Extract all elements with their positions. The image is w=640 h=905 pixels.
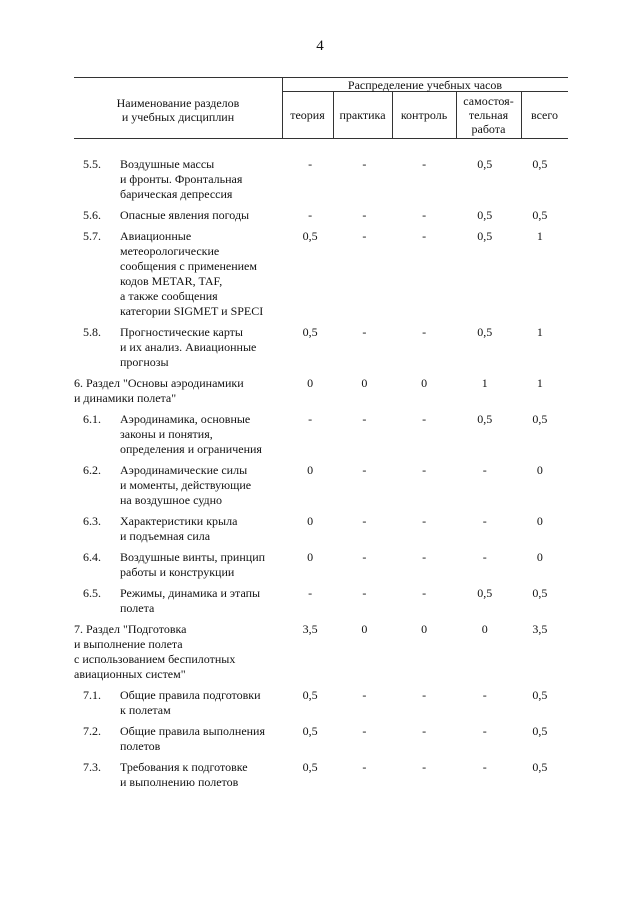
hours-cell: 0,5 <box>532 724 548 738</box>
hours-cell: 1 <box>536 229 543 243</box>
hours-cell: - <box>362 514 367 528</box>
row-number: 6.3. <box>83 514 101 528</box>
row-title: Аэродинамика, основные законы и понятия, определения и ограничения <box>120 412 262 456</box>
hours-cell: 0,5 <box>477 325 493 339</box>
hours-cell: 0 <box>307 463 314 477</box>
hours-cell: - <box>362 760 367 774</box>
hours-cell: - <box>482 463 487 477</box>
hours-cell: 0,5 <box>477 208 493 222</box>
hours-cell: 0 <box>421 376 428 390</box>
hours-cell: 1 <box>536 325 543 339</box>
hours-cell: - <box>362 586 367 600</box>
header-bottom-rule <box>74 138 568 139</box>
hours-cell: 3,5 <box>302 622 318 636</box>
hours-cell: - <box>482 760 487 774</box>
hours-cell: - <box>308 412 313 426</box>
hours-cell: - <box>308 157 313 171</box>
hours-cell: 0,5 <box>477 229 493 243</box>
hours-cell: - <box>362 208 367 222</box>
hours-cell: - <box>482 550 487 564</box>
hours-cell: - <box>362 412 367 426</box>
row-name-cell <box>74 622 284 682</box>
section-title: 7. Раздел "Подготовка и выполнение полета с использованием беспилотных авиационных систем" <box>74 622 236 681</box>
hours-cell: 0,5 <box>477 586 493 600</box>
row-name-cell <box>74 463 284 508</box>
header-col-control: контроль <box>400 108 448 122</box>
hours-cell: 0,5 <box>532 586 548 600</box>
hours-cell: 0 <box>536 463 543 477</box>
table-row <box>74 586 566 616</box>
hours-cell: - <box>362 157 367 171</box>
row-title: Прогностические карты и их анализ. Авиационные прогнозы <box>120 325 257 369</box>
table-row <box>74 622 566 682</box>
hours-cell: 0,5 <box>532 688 548 702</box>
table-row <box>74 208 566 223</box>
header-group-title: Распределение учебных часов <box>347 78 503 92</box>
row-title: Воздушные винты, принцип работы и конструкции <box>120 550 266 579</box>
hours-cell: - <box>422 586 427 600</box>
hours-cell: 0 <box>307 550 314 564</box>
page-number: 4 <box>316 38 324 54</box>
table-row <box>74 550 566 580</box>
row-name-cell <box>74 208 284 223</box>
table-row <box>74 688 566 718</box>
hours-cell: 1 <box>536 376 543 390</box>
table-row <box>74 325 566 370</box>
table-row <box>74 376 566 406</box>
hours-cell: - <box>422 688 427 702</box>
row-number: 6.5. <box>83 586 101 600</box>
header-col-practice: практика <box>339 108 386 122</box>
header-name-column: Наименование разделов и учебных дисциплин <box>116 96 240 124</box>
hours-cell: - <box>422 463 427 477</box>
table-row <box>74 229 566 319</box>
row-name-cell <box>74 157 284 202</box>
row-name-cell <box>74 229 284 319</box>
hours-cell: 0 <box>536 550 543 564</box>
table-row <box>74 412 566 457</box>
row-title: Опасные явления погоды <box>120 208 250 222</box>
row-name-cell <box>74 760 284 790</box>
hours-cell: - <box>362 724 367 738</box>
hours-cell: 0 <box>421 622 428 636</box>
hours-cell: 0,5 <box>302 325 318 339</box>
header-col-total: всего <box>530 108 559 122</box>
row-number: 7.2. <box>83 724 101 738</box>
row-number: 6.4. <box>83 550 101 564</box>
table-body <box>74 157 566 796</box>
row-title: Режимы, динамика и этапы полета <box>120 586 261 615</box>
hours-cell: - <box>482 688 487 702</box>
hours-cell: - <box>362 463 367 477</box>
hours-cell: 0 <box>361 622 368 636</box>
table-row <box>74 514 566 544</box>
hours-cell: 0,5 <box>477 157 493 171</box>
hours-cell: - <box>422 514 427 528</box>
hours-cell: - <box>422 550 427 564</box>
hours-cell: - <box>422 325 427 339</box>
hours-cell: 0 <box>307 514 314 528</box>
row-name-cell <box>74 586 284 616</box>
row-title: Требования к подготовке и выполнению полетов <box>120 760 248 789</box>
header-col-theory: теория <box>290 108 325 122</box>
hours-cell: 3,5 <box>532 622 548 636</box>
hours-cell: - <box>362 229 367 243</box>
hours-cell: 0 <box>536 514 543 528</box>
table-row <box>74 463 566 508</box>
row-number: 5.5. <box>83 157 101 171</box>
row-title: Авиационные метеорологические сообщения с применением кодов METAR, TAF, а также сообщения категории SIGMET и SPECI <box>120 229 264 318</box>
row-name-cell <box>74 688 284 718</box>
section-title: 6. Раздел "Основы аэродинамики и динамики полета" <box>74 376 244 405</box>
hours-cell: 0 <box>361 376 368 390</box>
hours-cell: - <box>362 550 367 564</box>
hours-cell: 0,5 <box>532 760 548 774</box>
row-number: 6.2. <box>83 463 101 477</box>
row-title: Воздушные массы и фронты. Фронтальная барическая депрессия <box>120 157 243 201</box>
row-name-cell <box>74 514 284 544</box>
hours-cell: 0 <box>481 622 488 636</box>
hours-cell: - <box>482 514 487 528</box>
row-number: 5.8. <box>83 325 101 339</box>
hours-cell: - <box>362 688 367 702</box>
row-title: Общие правила выполнения полетов <box>120 724 266 753</box>
hours-cell: - <box>422 229 427 243</box>
hours-cell: 0,5 <box>302 229 318 243</box>
row-name-cell <box>74 412 284 457</box>
row-number: 6.1. <box>83 412 101 426</box>
hours-cell: - <box>422 412 427 426</box>
hours-cell: 0,5 <box>477 412 493 426</box>
table-row <box>74 157 566 202</box>
hours-cell: 0,5 <box>302 724 318 738</box>
hours-cell: 0 <box>307 376 314 390</box>
hours-cell: - <box>308 586 313 600</box>
hours-cell: 0,5 <box>532 208 548 222</box>
hours-cell: - <box>422 760 427 774</box>
hours-cell: 0,5 <box>532 157 548 171</box>
hours-cell: 0,5 <box>302 688 318 702</box>
hours-cell: 0,5 <box>302 760 318 774</box>
row-title: Аэродинамические силы и моменты, действующие на воздушное судно <box>120 463 252 507</box>
row-number: 7.1. <box>83 688 101 702</box>
row-name-cell <box>74 325 284 370</box>
row-title: Характеристики крыла и подъемная сила <box>120 514 238 543</box>
row-name-cell <box>74 550 284 580</box>
hours-cell: - <box>362 325 367 339</box>
row-number: 5.6. <box>83 208 101 222</box>
hours-cell: - <box>422 157 427 171</box>
hours-cell: - <box>422 208 427 222</box>
row-name-cell <box>74 724 284 754</box>
header-col-self-study: самостоя- тельная работа <box>463 94 514 136</box>
row-number: 7.3. <box>83 760 101 774</box>
hours-cell: 1 <box>481 376 488 390</box>
table-row <box>74 724 566 754</box>
row-name-cell <box>74 376 284 406</box>
row-title: Общие правила подготовки к полетам <box>120 688 261 717</box>
row-number: 5.7. <box>83 229 101 243</box>
hours-cell: - <box>422 724 427 738</box>
hours-cell: - <box>308 208 313 222</box>
table-row <box>74 760 566 790</box>
hours-cell: - <box>482 724 487 738</box>
hours-cell: 0,5 <box>532 412 548 426</box>
